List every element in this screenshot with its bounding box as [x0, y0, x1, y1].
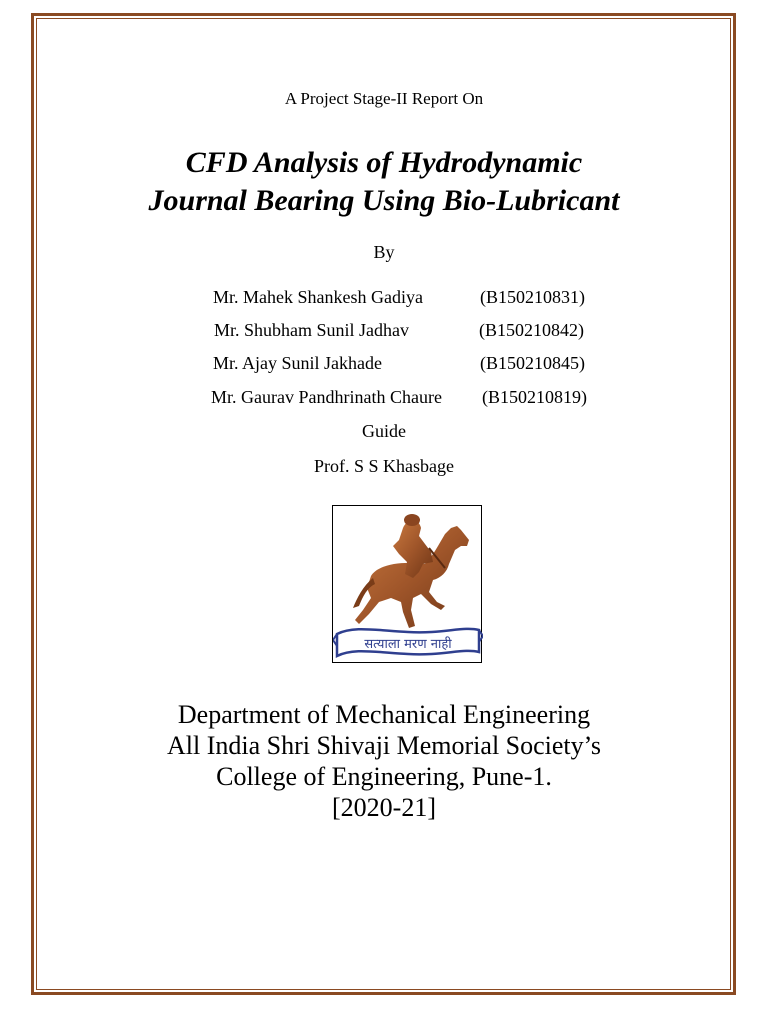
institution-name: All India Shri Shivaji Memorial Society’s: [166, 731, 601, 760]
guide-label: Guide: [362, 421, 406, 441]
academic-year: [2020-21]: [332, 793, 436, 822]
author-name: Mr. Gaurav Pandhrinath Chaure: [211, 387, 442, 407]
author-id: (B150210842): [479, 320, 584, 340]
college-name: College of Engineering, Pune-1.: [216, 762, 552, 791]
author-row: [0, 353, 768, 375]
report-title-line1: CFD Analysis of Hydrodynamic: [185, 146, 583, 179]
author-id: (B150210819): [482, 387, 587, 407]
author-id: (B150210831): [480, 287, 585, 307]
author-row: [0, 287, 768, 309]
author-name: Mr. Ajay Sunil Jakhade: [213, 353, 382, 373]
equestrian-statue-icon: [333, 506, 483, 664]
report-intro: A Project Stage-II Report On: [284, 89, 484, 108]
author-row: [0, 387, 768, 409]
report-title-line2: Journal Bearing Using Bio-Lubricant: [148, 184, 620, 217]
by-label: By: [373, 242, 395, 262]
author-name: Mr. Mahek Shankesh Gadiya: [213, 287, 423, 307]
author-name: Mr. Shubham Sunil Jadhav: [214, 320, 410, 340]
guide-name: Prof. S S Khasbage: [314, 456, 454, 476]
logo-motto: सत्याला मरण नाही: [364, 637, 452, 652]
author-id: (B150210845): [480, 353, 585, 373]
department-name: Department of Mechanical Engineering: [177, 700, 591, 729]
author-row: [0, 320, 768, 342]
college-logo: [332, 505, 482, 663]
